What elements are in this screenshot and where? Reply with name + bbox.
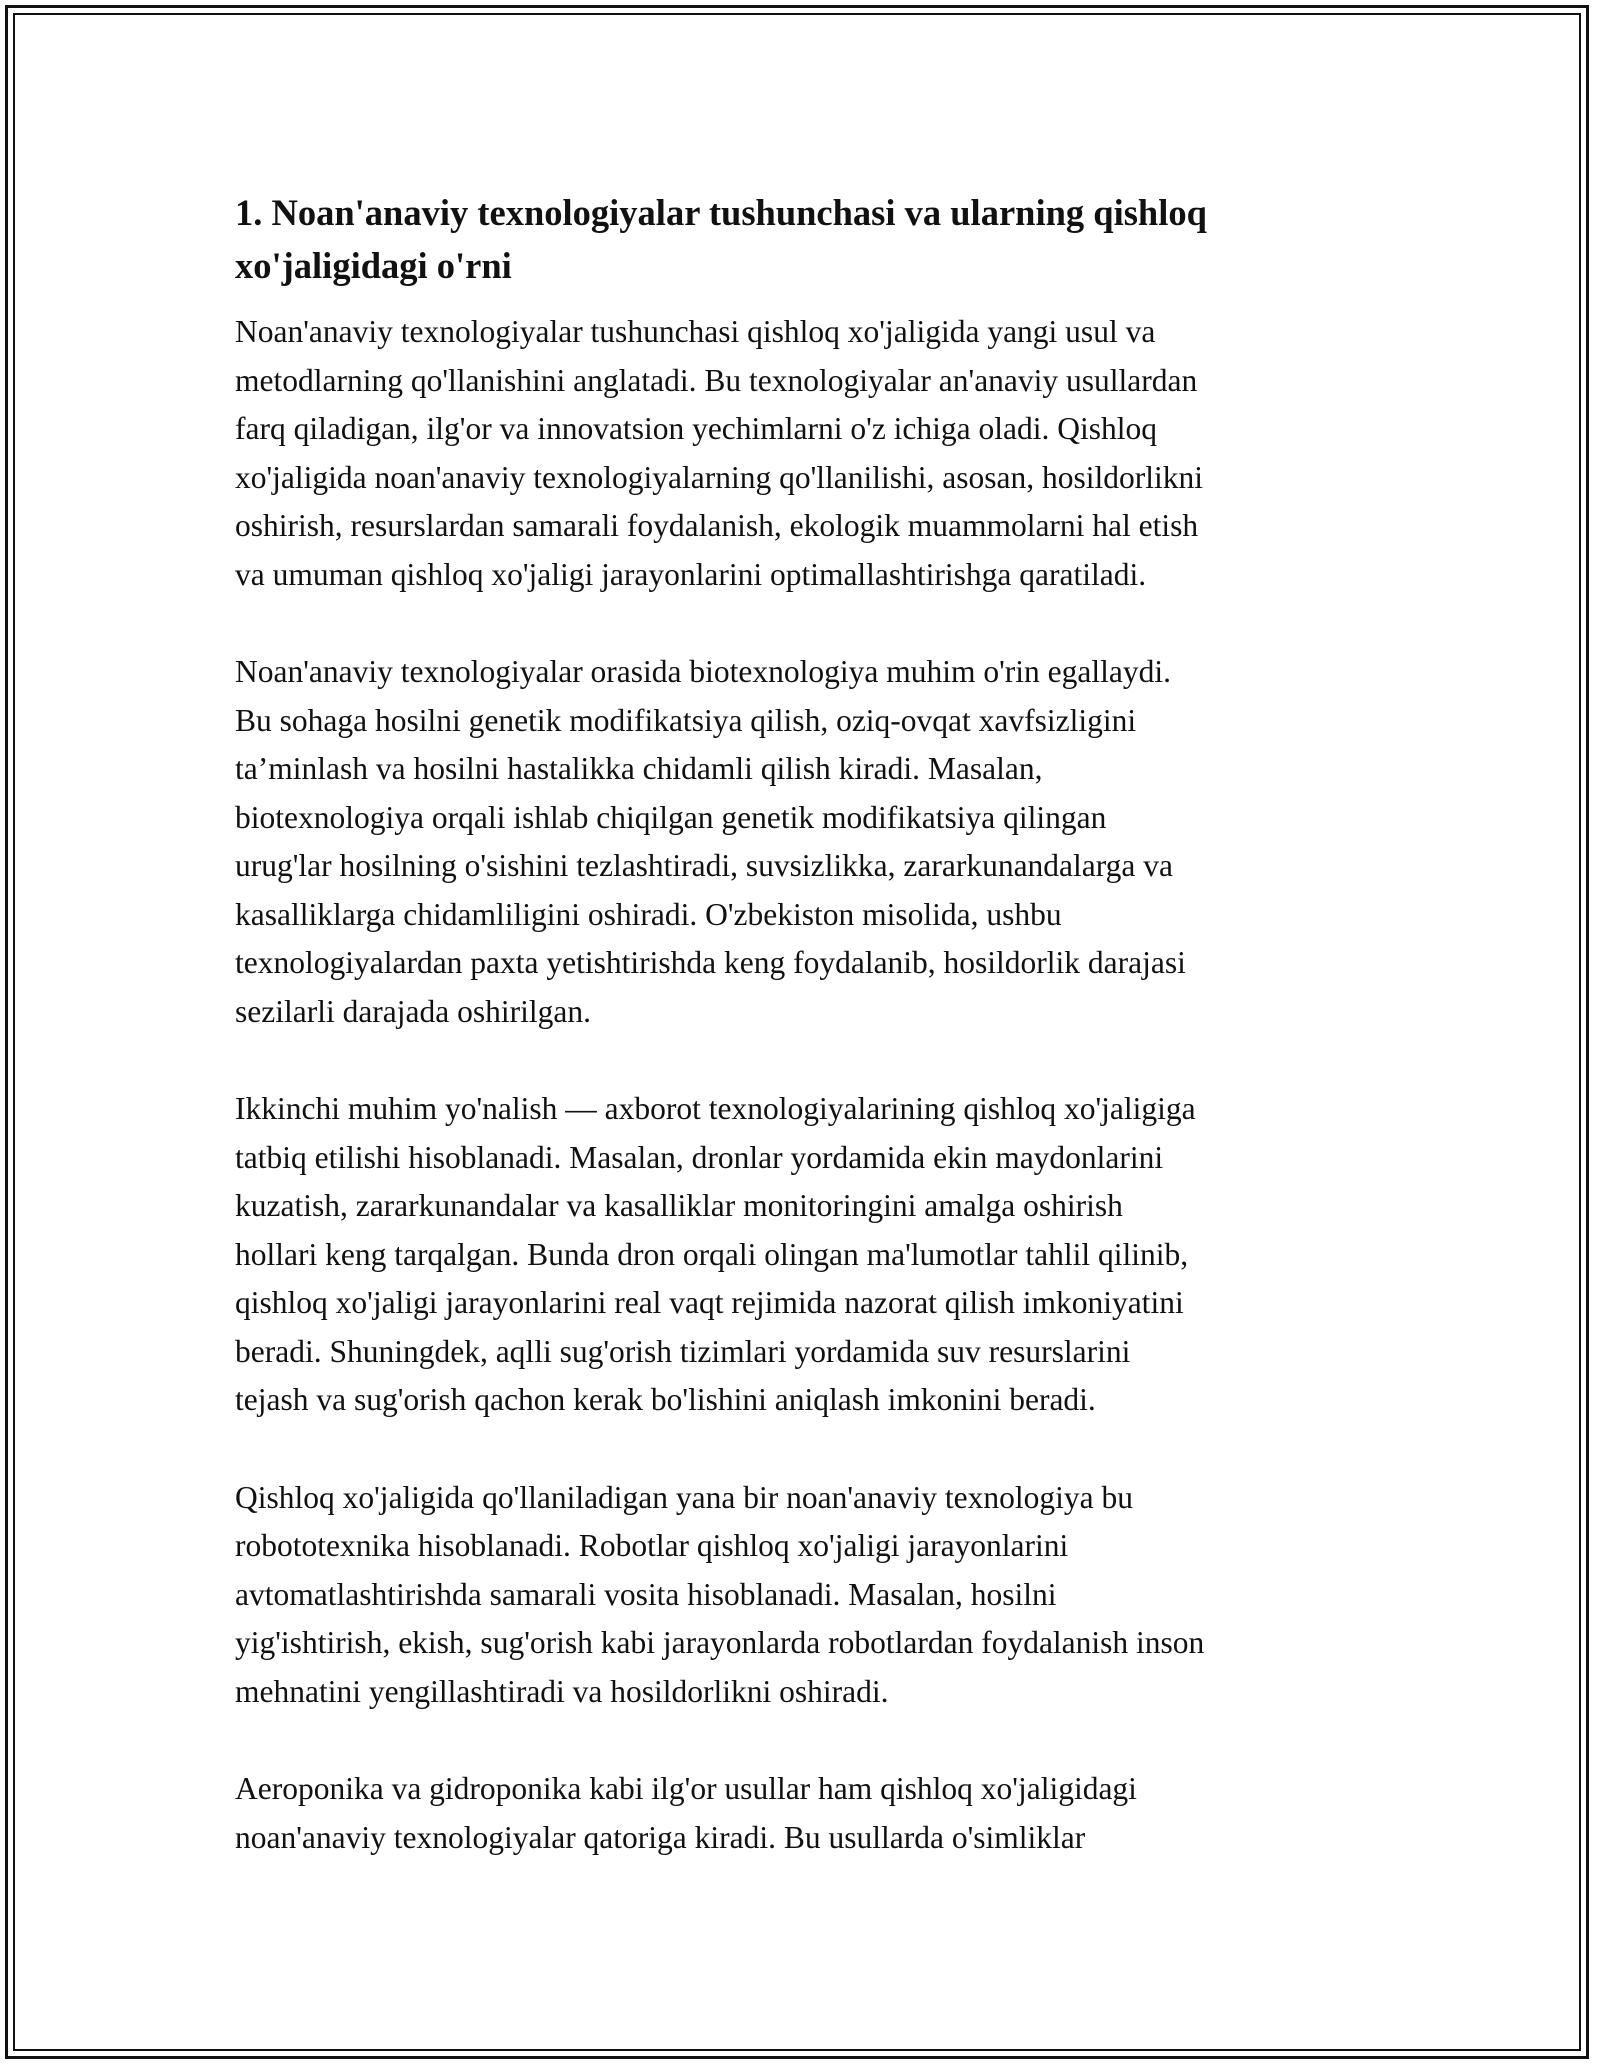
heading-line: xo'jaligidagi o'rni xyxy=(235,245,512,286)
text-line: biotexnologiya orqali ishlab chiqilgan genetik modifikatsiya qilingan xyxy=(235,799,1107,835)
text-line: texnologiyalardan paxta yetishtirishda keng foydalanib, hosildorlik darajasi xyxy=(235,945,1186,980)
text-line: metodlarning qo'llanishini anglatadi. Bu texnologiyalar an'anaviy usullardan xyxy=(235,362,1198,398)
text-line: tejash va sug'orish qachon kerak bo'lishini aniqlash imkonini beradi. xyxy=(235,1382,1096,1417)
text-line: farq qiladigan, ilg'or va innovatsion yechimlarni o'z ichiga oladi. Qishloq xyxy=(235,411,1158,446)
document-content xyxy=(235,186,1385,1911)
text-line: sezilarli darajada oshirilgan. xyxy=(235,993,591,1029)
text-line: beradi. Shuningdek, aqlli sug'orish tizimlari yordamida suv resurslarini xyxy=(235,1333,1131,1369)
text-line: kuzatish, zararkunandalar va kasalliklar monitoringini amalga oshirish xyxy=(235,1188,1123,1223)
text-line: Aeroponika va gidroponika kabi ilg'or usullar ham qishloq xo'jaligidagi xyxy=(235,1771,1137,1806)
text-line: hollari keng tarqalgan. Bunda dron orqali olingan ma'lumotlar tahlil qilinib, xyxy=(235,1236,1189,1272)
paragraph-3 xyxy=(235,1085,1385,1425)
text-line: tatbiq etilishi hisoblanadi. Masalan, dronlar yordamida ekin maydonlarini xyxy=(235,1139,1164,1175)
text-line: mehnatini yengillashtiradi va hosildorlikni oshiradi. xyxy=(235,1673,889,1709)
section-heading xyxy=(235,186,1385,292)
paragraph-4 xyxy=(235,1474,1385,1717)
text-line: noan'anaviy texnologiyalar qatoriga kiradi. Bu usullarda o'simliklar xyxy=(235,1819,1086,1855)
heading-line: 1. Noan'anaviy texnologiyalar tushunchasi va ularning qishloq xyxy=(235,192,1207,233)
text-line: xo'jaligida noan'anaviy texnologiyalarning qo'llanilishi, asosan, hosildorlikni xyxy=(235,459,1203,495)
paragraph-2 xyxy=(235,648,1385,1036)
text-line: Bu sohaga hosilni genetik modifikatsiya qilish, oziq-ovqat xavfsizligini xyxy=(235,702,1137,738)
paragraph-5 xyxy=(235,1765,1385,1862)
text-line: avtomatlashtirishda samarali vosita hisoblanadi. Masalan, hosilni xyxy=(235,1576,1057,1612)
text-line: qishloq xo'jaligi jarayonlarini real vaqt rejimida nazorat qilish imkoniyatini xyxy=(235,1285,1184,1320)
text-line: oshirish, resurslardan samarali foydalanish, ekologik muammolarni hal etish xyxy=(235,508,1199,543)
text-line: Qishloq xo'jaligida qo'llaniladigan yana bir noan'anaviy texnologiya bu xyxy=(235,1479,1133,1515)
text-line: Noan'anaviy texnologiyalar tushunchasi qishloq xo'jaligida yangi usul va xyxy=(235,314,1156,349)
text-line: urug'lar hosilning o'sishini tezlashtiradi, suvsizlikka, zararkunandalarga va xyxy=(235,848,1174,883)
paragraph-1 xyxy=(235,308,1385,599)
text-line: ta’minlash va hosilni hastalikka chidamli qilish kiradi. Masalan, xyxy=(235,751,1043,786)
text-line: Noan'anaviy texnologiyalar orasida biotexnologiya muhim o'rin egallaydi. xyxy=(235,654,1171,689)
text-line: yig'ishtirish, ekish, sug'orish kabi jarayonlarda robotlardan foydalanish inson xyxy=(235,1625,1205,1660)
text-line: robototexnika hisoblanadi. Robotlar qishloq xo'jaligi jarayonlarini xyxy=(235,1528,1069,1563)
text-line: kasalliklarga chidamliligini oshiradi. O'zbekiston misolida, ushbu xyxy=(235,896,1062,932)
text-line: va umuman qishloq xo'jaligi jarayonlarini optimallashtirishga qaratiladi. xyxy=(235,556,1147,592)
text-line: Ikkinchi muhim yo'nalish — axborot texnologiyalarining qishloq xo'jaligiga xyxy=(235,1091,1196,1126)
